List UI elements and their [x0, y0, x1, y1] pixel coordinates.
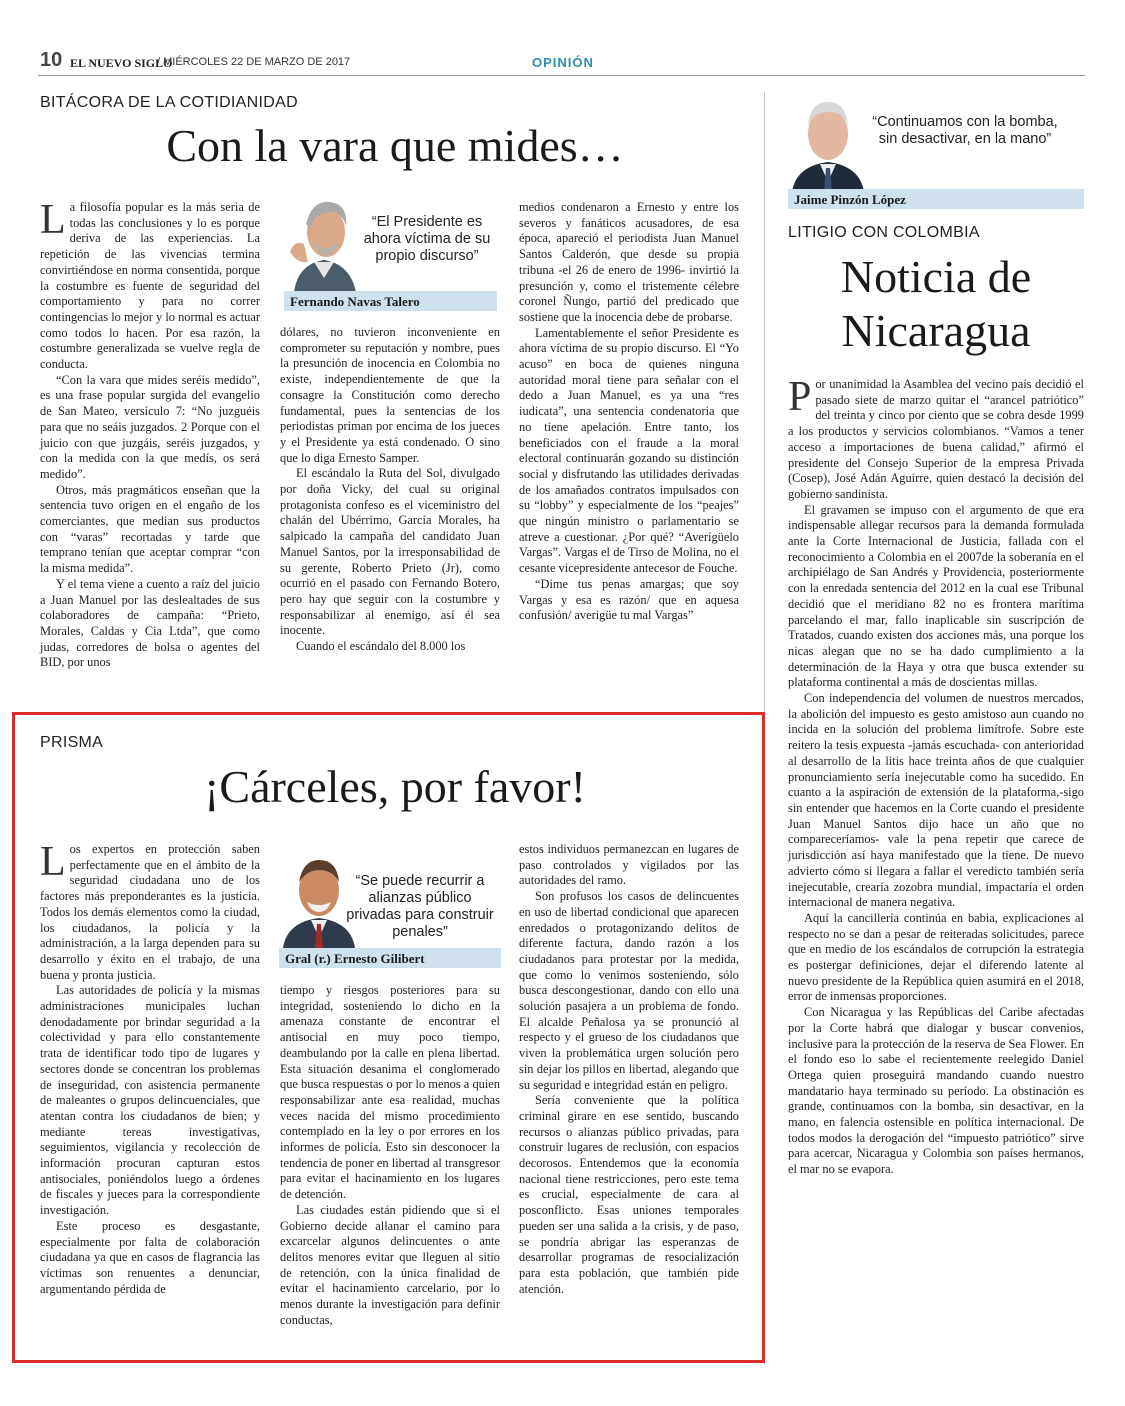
article1-paragraph: El escándalo la Ruta del Sol, divulgado por doña Vicky, del cual su original protagonista confeso es el viceministro del chalán del Ubérrimo, García Morales, ha salpicado la campaña del candidato Juan Manuel Santos, por la irresponsabilidad de su gerente, Roberto Prieto (Jr), como ocurrió en el pasado con Fernando Botero, pero hay que seguir con la costumbre y responsabilizar al enemigo, así él sea inocente.	[280, 466, 500, 638]
article2-paragraph: Son profusos los casos de delincuentes en uso de libertad condicional que aparecen enredados o protagonizando delitos de diferente factura, dando razón a los ciudadanos para protestar por la medida, que como lo venimos sosteniendo, sólo busca descongestionar, dando con ello una solución pasajera a un problema de fondo. El alcalde Peñalosa ya se pronunció al respecto y el grueso de los ciudadanos que viven la problemática urgen solución pero sin dejar los pillos en libertad, alegando que su seguridad e integridad están en peligro.	[519, 889, 739, 1092]
article3-title-line: Noticia de	[840, 251, 1032, 302]
article2-paragraph: Las autoridades de policía y la mismas administraciones municipales luchan denodadamente por brindar seguridad a la colectividad y para ello constantemente trata de identificar todo tipo de lugares y sectores donde se concentran los problemas de inseguridad, con asistencia permanente de maleantes o grupos delincuenciales, que atentan contra los ciudadanos de bien; y mediante tereas investigativas, seguimientos, vigilancia y recolección de información procuran capturan estos antisociales, poniéndolos luego a órdenes de fiscales y jueces para la correspondiente investigación.	[40, 983, 260, 1218]
page-number: 10	[40, 49, 63, 71]
article1-kicker: BITÁCORA DE LA COTIDIANIDAD	[40, 94, 298, 111]
article1-column-1	[40, 197, 260, 671]
article2-paragraph: Los expertos en protección saben perfectamente que en el ámbito de la seguridad ciudadana uno de los factores más preponderantes es la justicia. Todos los demás elementos como la ciudad, los ciudadanos, la policía y la administración, a la larga dependen para su desarrollo y éxito en el trabajo, de una buena y pronta justicia.	[40, 839, 260, 982]
header-rule	[38, 75, 1085, 76]
article1-paragraph: “Con la vara que mides seréis medido”, es una frase popular surgida del evangelio de San Mateo, versículo 7: “No juzguéis para que no seáis juzgados. 2 Porque con el juicio con que juzgáis, seréis juzgados, y con la medida con la que medís, os será medido”.	[40, 372, 260, 481]
article2-paragraph: Las ciudades están pidiendo que si el Gobierno decide allanar el camino para excarcelar algunos delincuentes o ante delitos menores evitar que lleguen al sitio de retención, con la única finalidad de evitar el hacinamiento carcelario, por lo menos durante la investigación para definir conductas,	[280, 1202, 500, 1327]
article2-author: Gral (r.) Ernesto Gilibert	[279, 948, 501, 968]
article2-paragraph: estos individuos permanezcan en lugares de paso controlados y vigilados por las autoridades del ramo.	[519, 842, 739, 888]
article1-author: Fernando Navas Talero	[284, 291, 497, 311]
article1-column-3	[519, 200, 739, 624]
author-photo-pinzon	[788, 92, 868, 192]
issue-date: / MIÉRCOLES 22 DE MARZO DE 2017	[157, 56, 351, 68]
article3-pull-quote: “Continuamos con la bomba, sin desactivar, en la mano”	[872, 114, 1058, 147]
article1-paragraph: Cuando el escándalo del 8.000 los	[296, 639, 466, 654]
article2-column-1	[40, 839, 260, 1297]
article1-column-2	[280, 325, 500, 655]
article1-paragraph: Lamentablemente el señor Presidente es ahora víctima de su propio discurso. El “Yo acuso” en boca de quienes ninguna autoridad moral tiene para señalar con el dedo a Juan Manuel, es ya una “res iudicata”, una sentencia condenatoria que no tiene apelación. Entre tanto, los beneficiados con el fraude a la moral electoral continuarán gozando su distinción social y disfrutando las utilidades derivadas de los amañados contratos impulsados con su “lobby” y especialmente de los “peajes” que ningún ministro o parlamentario se atreve a cuestionar. ¿Por qué? “Averígüelo Vargas”. Vargas el de Tirso de Molina, no el cesante vicepresidente antecesor de Fouche.	[519, 325, 739, 576]
article3-paragraph: Con independencia del volumen de nuestros mercados, la abolición del impuesto es gesto amistoso aun cuando no incida en la solución del problema limítrofe. Sobre este reitero la tesis expuesta -jamás escuchada- con anterioridad al desarrollo de la litis hace treinta años de que cualquier pronunciamiento sería inejecutable como ha sucedido. En cuanto a la aspiración de extensión de la plataforma,-sigo sin entender que hacemos en la Corte cuando el presidente Juan Manuel Santos dijo hace un año que no compareceríamos- vale la pena repetir que carece de jurisdicción así haya manifestado que la tiene. De nuevo advierto cómo si llegara a fallar el veredicto también sería inejecutable, crearía zozobra mundial, impactaría el orden internacional de manera negativa.	[788, 691, 1084, 910]
newspaper-name: EL NUEVO SIGLO	[70, 56, 173, 70]
article2-column-2	[280, 983, 500, 1328]
article1-title: Con la vara que mides…	[166, 120, 624, 171]
article2-kicker: PRISMA	[40, 734, 104, 751]
article2-title: ¡Cárceles, por favor!	[204, 761, 586, 812]
article3-title-line: Nicaragua	[841, 305, 1031, 356]
section-label: OPINIÓN	[532, 55, 594, 70]
dropcap: L	[40, 197, 66, 243]
article1-paragraph: La filosofía popular es la más seria de todas las conclusiones y lo es porque deriva de las experiencias. La repetición de las vivencias termina convirtiéndose en norma consentida, porque la costumbre es fuente de seguridad del comportamiento y para no correr contingencias lo mejor y lo normal es actuar como todos lo hacen. Por esa razón, la costumbre generalizada se vuelve regla de conducta.	[40, 197, 260, 372]
article1-paragraph: “Dime tus penas amargas; que soy Vargas y esa es razón/ que en aquesa confusión/ averigüe tu mal Vargas”	[519, 576, 739, 623]
article1-paragraph: Otros, más pragmáticos enseñan que la sentencia tuvo origen en el engaño de los comerciantes, que median sus productos con “varas” recortadas y tarde que temprano tenían que aceptar comprar “con la misma medida”.	[40, 482, 260, 576]
article1-paragraph: Y el tema viene a cuento a raíz del juicio a Juan Manuel por las deslealtades de sus colaboradores de campaña: “Prieto, Morales, Caldas y Cia Ltda”, que como judas, corredores de bolsa o agentes del BID, por unos	[40, 576, 260, 670]
article2-pull-quote: “Se puede recurrir a alianzas público privadas para construir penales”	[346, 873, 494, 940]
article3-author: Jaime Pinzón López	[788, 189, 1084, 209]
article2-paragraph: tiempo y riesgos posteriores para su integridad, sosteniendo lo dicho en la amenaza constante de encontrar el antisocial en muy poco tiempo, deambulando por la calle en plena libertad. Esta situación desanima el conglomerado que busca respuestas o por lo menos a quien responsabilizar ante esa realidad, muchas veces nacida del mismo procedimiento contemplado en la ley o por errores en los informes de policía. Esto sin desconocer la tendencia de poner en libertad al transgresor para evitar el hacinamiento en los lugares de detención.	[280, 983, 500, 1202]
article3-paragraph: Por unanimidad la Asamblea del vecino país decidió el pasado siete de marzo quitar el “arancel patriótico” del treinta y cinco por ciento que se cobra desde 1999 a los productos y servicios colombianos. “Vamos a tener acceso a importaciones de buena calidad,” afirmó el presidente del Consejo Superior de la empresa Privada (Cosep), José Adán Aguirre, quien destacó la decisión del gobierno sandinista.	[788, 374, 1084, 501]
article1-paragraph: dólares, no tuvieron inconveniente en comprometer su reputación y nombre, pues la presunción de inocencia en Colombia no existe, independientemente de que la consagre la Constitución como derecho fundamental, pues la sentencias de los periodistas priman por encima de los jueces y el Presidente ya está condenado. O sino que lo diga Ernesto Samper.	[280, 325, 500, 465]
article2-paragraph: Sería conveniente que la política criminal girare en ese sentido, buscando recursos o alianzas público privadas, para construir lugares de reclusión, con espacios decorosos. Entendemos que la economía nacional tiene restricciones, pero este tema es crucial, especialmente de cara al posconflicto. Esas uniones temporales pueden ser una salida a la crisis, y de paso, se pondría abrigar las esperanzas de desarrollar programas de resocialización para esta población, que también pide atención.	[519, 1093, 739, 1296]
article1-pull-quote: “El Presidente es ahora víctima de su propio discurso”	[363, 214, 491, 264]
dropcap: L	[40, 839, 66, 885]
article2-paragraph: Este proceso es desgastante, especialmente por falta de colaboración ciudadana ya que en casos de flagrancia las víctimas son renuentes a denunciar, argumentando pérdida de	[40, 1218, 260, 1296]
article2-column-3	[519, 842, 739, 1297]
article1-paragraph: medios condenaron a Ernesto y entre los severos y fanáticos acusadores, de esa época, apareció el periodista Juan Manuel Santos Calderón, que desde su propia tribuna -el 26 de enero de 1996- invirtió la presunción y, como el tristemente célebre coronel Ñungo, partió del predicado que sostiene que la inocencia debe de probarse.	[519, 200, 739, 324]
article3-kicker: LITIGIO CON COLOMBIA	[788, 224, 980, 241]
article3-title	[788, 250, 1084, 358]
dropcap: P	[788, 374, 812, 420]
article3-paragraph: El gravamen se impuso con el argumento de que era indispensable allegar recursos para la demanda formulada ante la Corte Internacional de Justicia, fallada con el reconocimiento a Colombia en el 2007de la soberanía en el archipiélago de San Andrés y Providencia, posteriormente con la enredada sentencia del 2012 en la cual ese Tribunal decidió que el meridiano 82 no es frontera marítima parcelando el mar, fallo inaplicable sin suscripción de Tratados, cuando existen dos acciones más, una porque los nicas alegan que no se ha dado cumplimiento a la determinación de la Haya y otra que busca extender su plataforma continental a más de doscientas millas.	[788, 502, 1084, 690]
article3-column	[788, 374, 1084, 1178]
article3-paragraph: Aquí la cancillería continúa en babia, explicaciones al respecto no se dan a pesar de reiteradas solicitudes, parece que en medio de los escándalos de corrupción la estrategia es postergar definiciones, dejar el diferendo latente al nuevo presidente de la República quien asumirá en el 2018, error de inmensas proporciones.	[788, 910, 1084, 1004]
article3-paragraph: Con Nicaragua y las Repúblicas del Caribe afectadas por la Corte habrá que dialogar y buscar convenios, inclusive para la protección de la reserva de Sea Flower. En el fondo eso lo sabe el recientemente reelegido Daniel Ortega quien proseguirá mandando cuando nuestro mandatario haya terminado su período. La obstinación es grande, continuamos con la bomba, sin desactivar, en la mano, en falencia ostensible en política internacional. De todos modos la derogación del “impuesto patriótico” sirve para acercar, Nicaragua y Colombia son países hermanos, el mar no se evapora.	[788, 1005, 1084, 1177]
